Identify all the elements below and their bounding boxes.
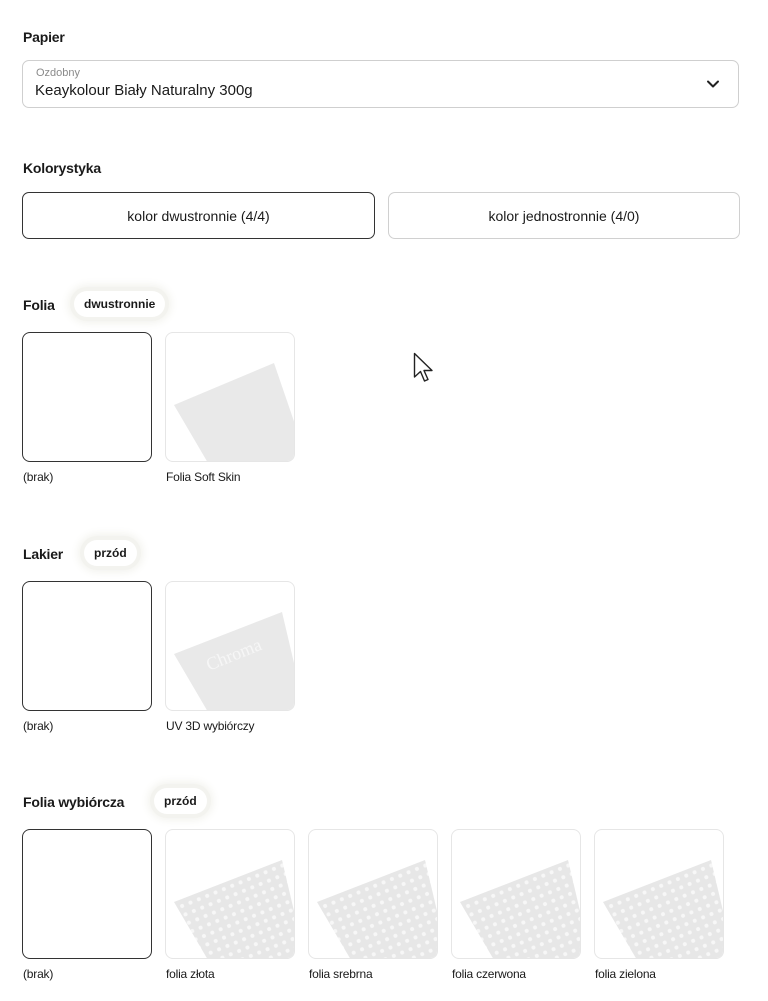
paper-select-value: Keaykolour Biały Naturalny 300g xyxy=(35,82,253,99)
selective-foil-option-none[interactable] xyxy=(22,829,152,959)
foil-option-soft-skin-label: Folia Soft Skin xyxy=(166,470,241,484)
varnish-sample-text: Chroma xyxy=(203,634,265,675)
selective-foil-swatch-image xyxy=(166,830,295,959)
selective-foil-option-silver[interactable] xyxy=(308,829,438,959)
selective-foil-option-gold[interactable] xyxy=(165,829,295,959)
foil-option-none[interactable] xyxy=(22,332,152,462)
selective-foil-side-badge: przód xyxy=(154,788,207,814)
selective-foil-option-gold-label: folia złota xyxy=(166,967,215,981)
selective-foil-option-silver-label: folia srebrna xyxy=(309,967,373,981)
varnish-section-title: Lakier xyxy=(23,546,64,562)
varnish-side-badge: przód xyxy=(84,540,137,566)
selective-foil-option-green[interactable] xyxy=(594,829,724,959)
foil-option-soft-skin[interactable] xyxy=(165,332,295,462)
selective-foil-swatch-image xyxy=(452,830,581,959)
foil-option-none-label: (brak) xyxy=(23,470,54,484)
selective-foil-section-title: Folia wybiórcza xyxy=(23,794,125,810)
paper-select-sublabel: Ozdobny xyxy=(36,67,81,79)
foil-swatch-image xyxy=(166,333,295,462)
varnish-option-none[interactable] xyxy=(22,581,152,711)
paper-select[interactable] xyxy=(22,60,739,108)
varnish-option-uv3d-label: UV 3D wybiórczy xyxy=(166,719,255,733)
selective-foil-swatch-image xyxy=(595,830,724,959)
color-option-single-sided[interactable]: kolor jednostronnie (4/0) xyxy=(388,192,740,239)
foil-section-title: Folia xyxy=(23,297,55,313)
mouse-pointer-icon xyxy=(413,352,435,386)
selective-foil-option-red[interactable] xyxy=(451,829,581,959)
foil-sides-badge: dwustronnie xyxy=(74,291,165,317)
selective-foil-option-none-label: (brak) xyxy=(23,967,54,981)
color-option-double-sided[interactable]: kolor dwustronnie (4/4) xyxy=(22,192,375,239)
colors-section-title: Kolorystyka xyxy=(23,160,101,176)
varnish-option-none-label: (brak) xyxy=(23,719,54,733)
selective-foil-option-red-label: folia czerwona xyxy=(452,967,526,981)
selective-foil-option-green-label: folia zielona xyxy=(595,967,656,981)
varnish-option-uv3d[interactable] xyxy=(165,581,295,711)
chevron-down-icon xyxy=(706,77,720,91)
paper-section-title: Papier xyxy=(23,29,65,45)
varnish-swatch-image xyxy=(166,582,295,711)
selective-foil-swatch-image xyxy=(309,830,438,959)
